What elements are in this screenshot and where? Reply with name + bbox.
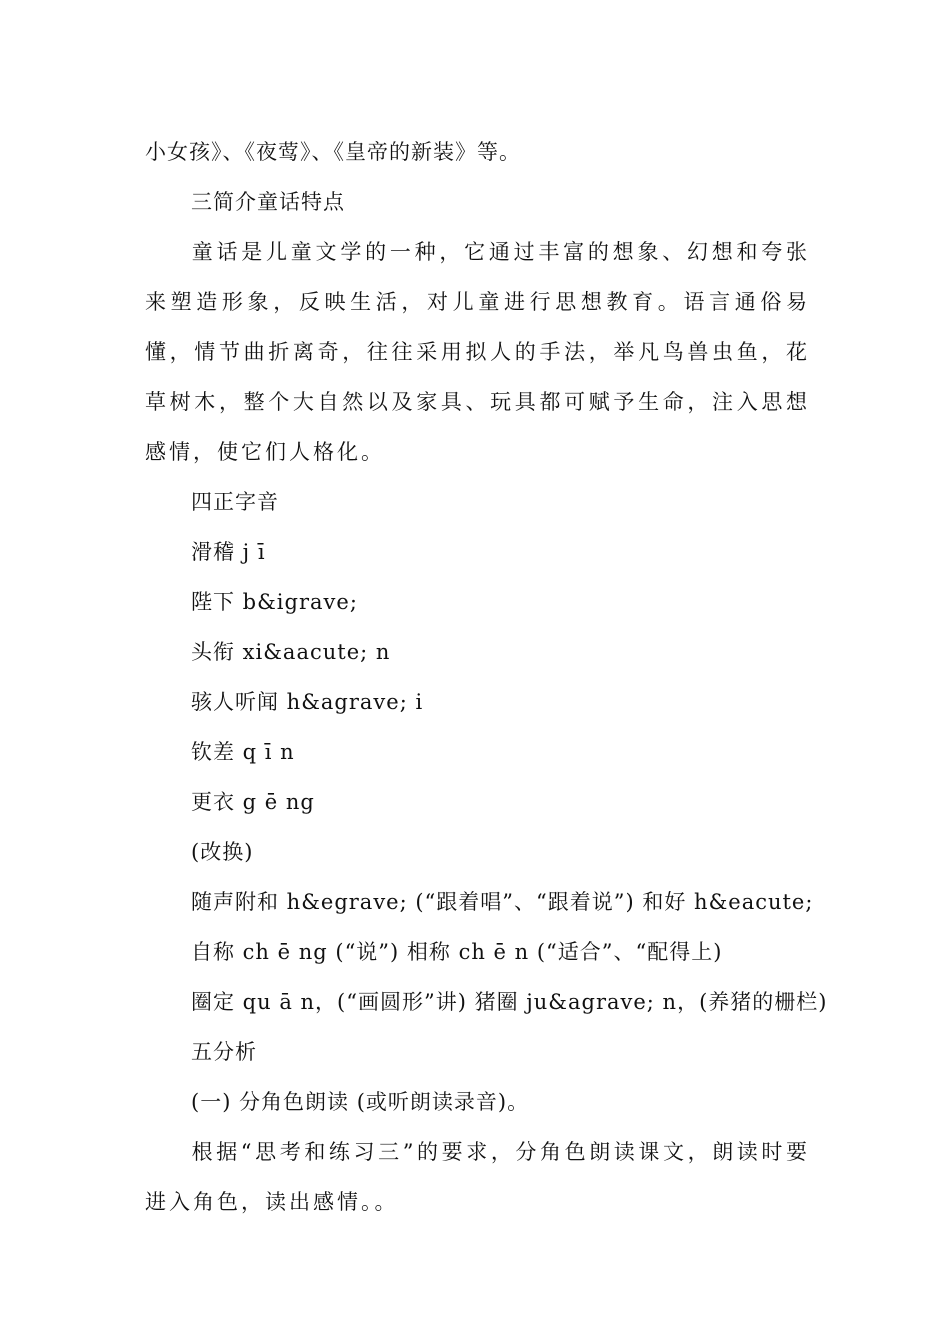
text-line-continuation: 小女孩》、《夜莺》、《皇帝的新装》等。 [145, 140, 521, 164]
section-heading-3: 三简介童话特点 [191, 190, 345, 214]
pronunciation-item: 滑稽 j ī [191, 540, 266, 564]
paragraph-text: 童话是儿童文学的一种，它通过丰富的想象、幻想和夸张来塑造形象，反映生活，对儿童进行思想教育。语言通俗易懂，情节曲折离奇，往往采用拟人的手法，举凡鸟兽虫鱼，花草树木，整个大自然以及家具、玩具都可赋予生命，注入思想感情，使它们人格化。 [145, 240, 810, 464]
paragraph-text: 根据“思考和练习三”的要求，分角色朗读课文，朗读时要进入角色，读出感情。。 [145, 1140, 810, 1214]
paragraph-role-reading [145, 1127, 810, 1227]
document-page [145, 127, 828, 1227]
pronunciation-item: 随声附和 h&egrave; (“跟着唱”、“跟着说”) 和好 h&eacute; [191, 890, 814, 914]
pronunciation-item: 圈定 qu ā n，(“画圆形”讲) 猪圈 ju&agrave; n，(养猪的栅栏) [191, 990, 828, 1014]
section-heading-5: 五分析 [191, 1040, 257, 1064]
pronunciation-item: 骇人听闻 h&agrave; i [191, 690, 424, 714]
pronunciation-item: 钦差 q ī n [191, 740, 295, 764]
paragraph-fairy-tale-features [145, 227, 810, 477]
pronunciation-item: 自称 ch ē ng (“说”) 相称 ch ē n (“适合”、“配得上) [191, 940, 723, 964]
section-heading-4: 四正字音 [191, 490, 279, 514]
pronunciation-item: 更衣 g ē ng [191, 790, 315, 814]
subsection-heading: (一) 分角色朗读 (或听朗读录音)。 [191, 1090, 530, 1114]
pronunciation-item: 头衔 xi&aacute; n [191, 640, 391, 664]
pronunciation-note: (改换) [191, 840, 254, 864]
pronunciation-item: 陛下 b&igrave; [191, 590, 358, 614]
